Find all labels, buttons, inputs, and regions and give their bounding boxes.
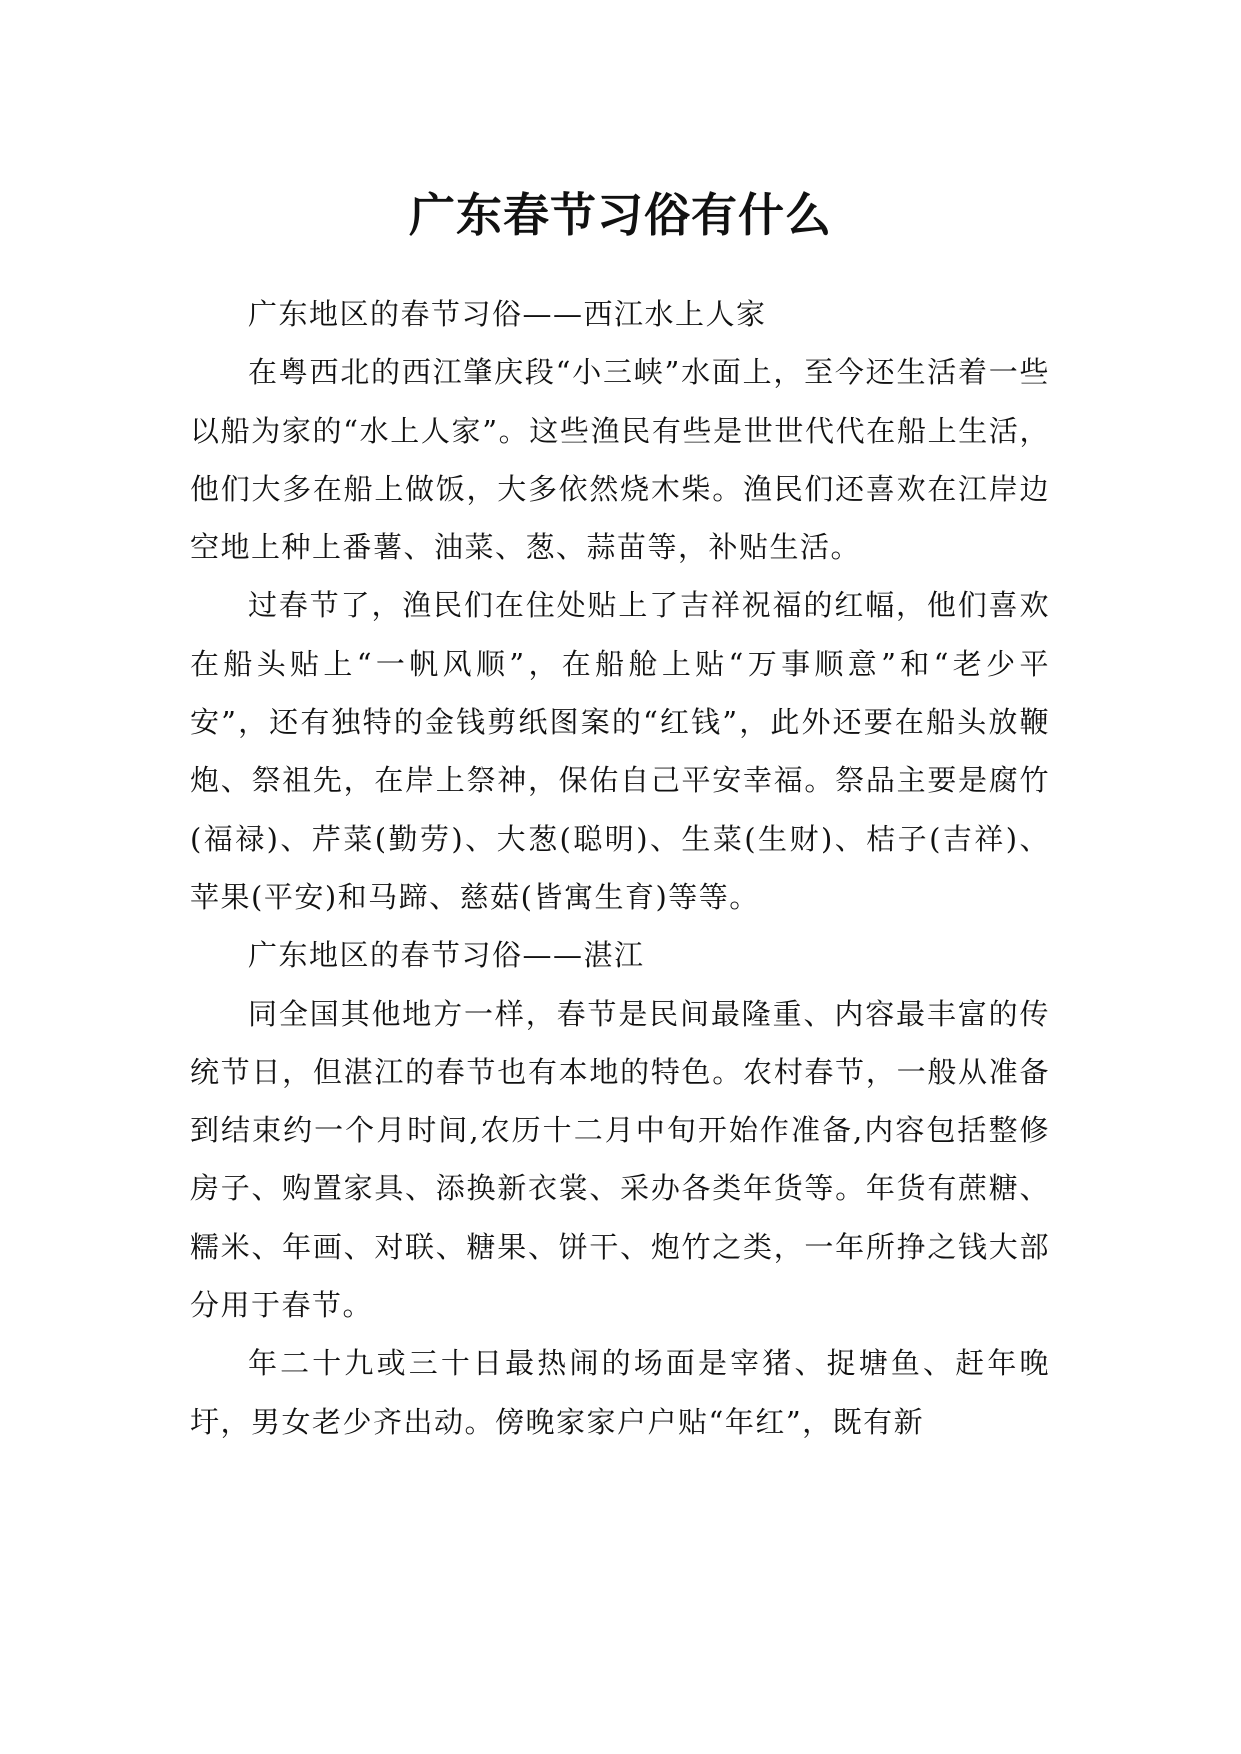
paragraph: 过春节了，渔民们在住处贴上了吉祥祝福的红幅，他们喜欢在船头贴上“一帆风顺”，在船舱上贴“万事顺意”和“老少平安”，还有独特的金钱剪纸图案的“红钱”，此外还要在船头放鞭炮、祭祖先，在岸上祭神，保佑自己平安幸福。祭品主要是腐竹(福禄)、芹菜(勤劳)、大葱(聪明)、生菜(生财)、桔子(吉祥)、苹果(平安)和马蹄、慈菇(皆寓生育)等等。 — [190, 588, 1050, 914]
section-heading-xijiang: 广东地区的春节习俗——西江水上人家 — [248, 297, 767, 331]
section-heading-zhanjiang: 广东地区的春节习俗——湛江 — [248, 938, 645, 973]
paragraph: 同全国其他地方一样，春节是民间最隆重、内容最丰富的传统节日，但湛江的春节也有本地的特色。农村春节，一般从准备到结束约一个月时间,农历十二月中旬开始作准备,内容包括整修房子、购置家具、添换新衣裳、采办各类年货等。年货有蔗糖、糯米、年画、对联、糖果、饼干、炮竹之类，一年所挣之钱大部分用于春节。 — [190, 996, 1050, 1323]
document-body — [190, 285, 1050, 1451]
paragraph: 在粤西北的西江肇庆段“小三峡”水面上，至今还生活着一些以船为家的“水上人家”。这些渔民有些是世世代代在船上生活，他们大多在船上做饭，大多依然烧木柴。渔民们还喜欢在江岸边空地上种上番薯、油菜、葱、蒜苗等，补贴生活。 — [190, 355, 1050, 565]
paragraph: 年二十九或三十日最热闹的场面是宰猪、捉塘鱼、赶年晚圩，男女老少齐出动。傍晚家家户户贴“年红”，既有新 — [190, 1346, 1050, 1439]
document-title: 广东春节习俗有什么 — [409, 187, 832, 242]
